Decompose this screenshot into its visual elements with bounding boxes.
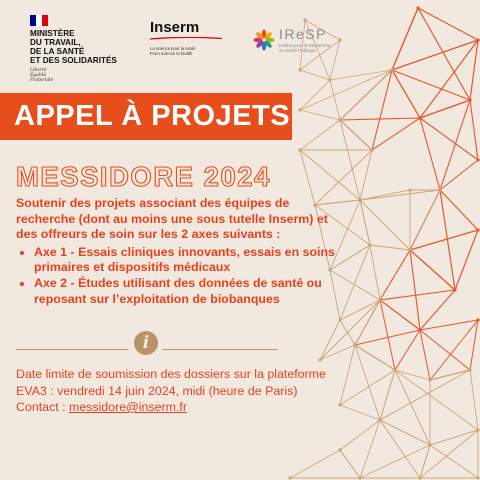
ministere-logo [30,15,117,83]
network-edge [355,345,380,420]
network-edge [410,230,478,250]
network-edge [380,250,410,300]
network-edge [330,80,340,120]
network-node [318,358,321,361]
logo-bar [0,0,480,83]
axes-list [16,245,346,307]
network-node [358,476,361,479]
network-node [438,188,441,191]
network-edge [320,320,340,360]
call-for-projects-banner: APPEL À PROJETS [0,93,292,140]
network-edge [360,150,372,200]
network-node [370,148,373,151]
network-edge [360,190,440,200]
network-node [468,368,471,371]
network-edge [340,370,395,405]
network-node [298,108,301,111]
network-node [428,378,431,381]
network-edge [420,445,430,478]
info-divider [16,333,278,357]
network-edge [290,450,340,478]
network-node [393,368,396,371]
network-edge [410,250,455,290]
divider-line-right [162,349,278,350]
network-edge [420,330,470,370]
network-edge [420,290,455,330]
network-edge [410,190,440,250]
network-edge [455,230,478,290]
network-node [288,476,291,479]
network-edge [300,110,340,120]
network-edge [420,100,470,118]
axis-item-2: • Axe 2 - Études utilisant des données de santé ou reposant sur l’exploitation de biobanques [34,276,346,307]
network-edge [300,120,340,150]
network-node [358,198,361,201]
network-edge [370,245,410,250]
inserm-tagline: La science pour la santé From science to health [150,46,196,56]
contact-line [16,399,336,416]
network-edge [380,300,395,370]
network-edge [380,370,470,420]
network-node [338,403,341,406]
info-icon: i [134,331,158,355]
network-edge [395,330,420,370]
inserm-name: Inserm [150,19,200,36]
network-edge [370,245,380,300]
network-node [428,443,431,446]
network-edge [395,370,478,430]
iresp-logo [253,27,330,53]
network-node [338,118,341,121]
network-edge [395,370,430,380]
network-node [468,98,471,101]
network-edge [340,345,355,405]
network-edge [430,370,470,380]
multicolor-flower-icon [253,29,275,51]
ministere-motto: Liberté Égalité Fraternité [30,68,54,83]
deadline-text: Date limite de soumission des dossiers sur la plateforme EVA3 : vendredi 14 juin 2024, midi (heure de Paris) [16,367,326,398]
network-edge [470,100,478,160]
contact-label: Contact : [16,400,70,414]
network-node [298,148,301,151]
network-node [476,158,479,161]
network-edge [410,250,420,330]
network-node [418,116,421,119]
network-edge [320,345,355,360]
network-edge [420,430,478,478]
headline-text: MESSIDORE 2024 [16,161,271,192]
network-node [476,228,479,231]
network-node [418,476,421,479]
network-edge [340,405,380,420]
network-edge [360,420,380,478]
contact-email-link[interactable]: messidore@inserm.fr [69,400,187,414]
network-edge [395,370,430,445]
network-node [338,448,341,451]
network-edge [340,420,380,450]
network-edge [470,320,478,370]
network-node [353,343,356,346]
network-edge [420,330,430,380]
inserm-logo [150,20,222,56]
footer-info [16,366,336,416]
network-edge [360,445,430,478]
network-edge [420,320,478,330]
network-edge [355,330,420,345]
network-node [453,288,456,291]
network-edge [300,80,330,110]
network-edge [430,430,478,445]
network-edge [470,370,478,430]
network-edge [380,420,430,445]
network-edge [340,120,372,150]
network-edge [380,300,420,330]
network-node [378,418,381,421]
network-node [378,298,381,301]
inserm-swoosh-icon [150,37,222,40]
network-edge [380,290,455,300]
network-node [408,248,411,251]
network-edge [340,120,360,200]
network-edge [372,70,392,150]
network-edge [340,450,360,478]
network-node [408,188,411,191]
network-edge [320,300,380,360]
network-node [368,243,371,246]
network-edge [420,118,440,190]
flag-red-band [42,15,48,26]
ministere-name: MINISTÈRE DU TRAVAIL, DE LA SANTÉ ET DES SOLIDARITÉS [30,29,117,65]
french-flag-icon [30,15,48,26]
network-edge [380,420,420,478]
network-node [476,428,479,431]
network-edge [360,200,370,245]
messidore-headline [14,160,304,192]
network-edge [355,345,395,370]
network-node [338,318,341,321]
network-node [476,476,479,479]
axis-item-1: • Axe 1 - Essais cliniques innovants, essais en soins primaires et dispositifs médicaux [34,245,346,276]
iresp-subtitle: Institut pour la Recherche en Santé Publique [279,43,331,53]
network-edge [360,200,410,250]
network-edge [440,100,470,190]
description-block [16,196,346,307]
network-edge [420,118,478,160]
iresp-name: IReSP [279,26,327,42]
intro-text: Soutenir des projets associant des équipes de recherche (dont au moins une sous tutelle Inserm) et des offreurs de soin sur les 2 axes suivants : [16,196,328,242]
network-edge [300,150,360,200]
network-node [418,328,421,331]
divider-line-left [16,349,128,350]
network-edge [440,160,478,190]
network-node [476,318,479,321]
